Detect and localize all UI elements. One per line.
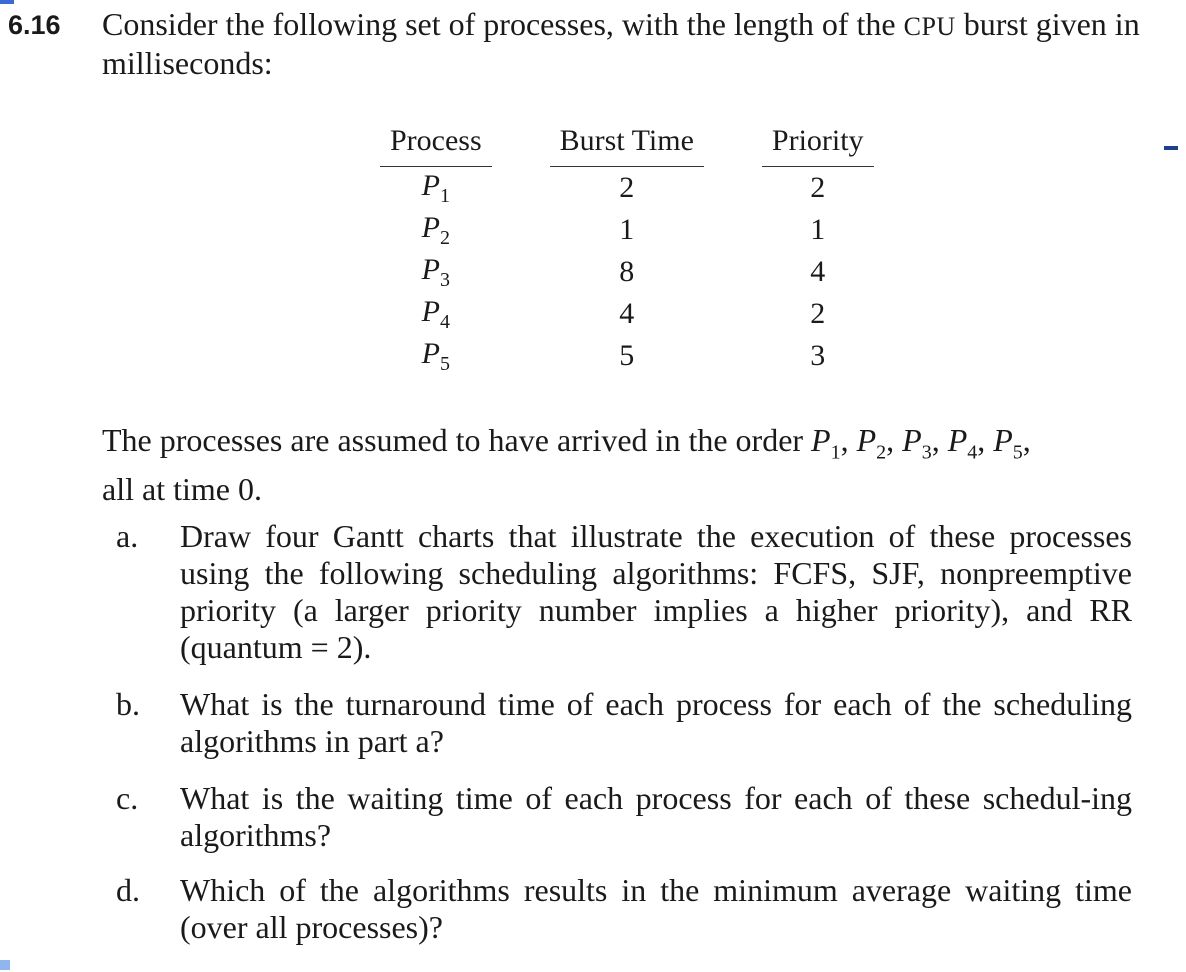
question-label: c. bbox=[116, 780, 139, 816]
question-text: Draw four Gantt charts that illustrate the execution of these processes using the following scheduling algorithms: FCFS, SJF, nonpreemptive priority (a larger priority number implies a higher priority), and RR (quantum = 2). bbox=[180, 518, 1132, 665]
col-header-priority: Priority bbox=[762, 124, 874, 167]
process-name: $P_1$ bbox=[421, 168, 450, 207]
order-p5: $P_5$ bbox=[993, 422, 1023, 464]
table-row bbox=[380, 167, 874, 209]
question-label: b. bbox=[116, 686, 140, 722]
question-text: What is the waiting time of each process for each of these schedul-ing algorithms? bbox=[180, 780, 1132, 853]
priority: 2 bbox=[810, 297, 826, 330]
priority: 4 bbox=[810, 255, 826, 288]
order-p2: $P_2$ bbox=[856, 422, 887, 464]
question-text: What is the turnaround time of each process for each of the scheduling algorithms in part a? bbox=[180, 686, 1132, 759]
page-corner-mark-bottom bbox=[0, 960, 10, 970]
page-corner-mark bbox=[0, 0, 14, 4]
burst-time: 5 bbox=[619, 339, 635, 372]
burst-time: 8 bbox=[619, 255, 635, 288]
table-row bbox=[380, 251, 874, 293]
process-name: $P_2$ bbox=[421, 210, 450, 249]
process-name: $P_3$ bbox=[421, 252, 450, 291]
process-table bbox=[380, 124, 874, 377]
burst-time: 2 bbox=[619, 171, 635, 204]
arrival-assumption: The processes are assumed to have arrived in the order $P_1$, $P_2$, $P_3$, $P_4$, $P_5$, all at time 0. bbox=[102, 422, 1031, 508]
question-label: a. bbox=[116, 518, 139, 554]
process-name: $P_4$ bbox=[421, 294, 450, 333]
table-row bbox=[380, 293, 874, 335]
priority: 3 bbox=[810, 339, 826, 372]
table-row bbox=[380, 335, 874, 377]
margin-mark bbox=[1164, 146, 1178, 150]
order-p1: $P_1$ bbox=[811, 422, 841, 464]
exercise-intro bbox=[102, 6, 1162, 82]
priority: 2 bbox=[810, 171, 826, 204]
col-header-burst-time: Burst Time bbox=[550, 124, 704, 167]
intro-text-before: Consider the following set of processes, with the length of the bbox=[102, 6, 904, 42]
col-header-process: Process bbox=[380, 124, 492, 167]
table-row bbox=[380, 209, 874, 251]
exercise-number: 6.16 bbox=[8, 10, 61, 40]
order-p4: $P_4$ bbox=[947, 422, 978, 464]
burst-time: 1 bbox=[619, 213, 635, 246]
intro-text-after: burst given in milliseconds: bbox=[102, 6, 1140, 81]
table-header-row bbox=[380, 124, 874, 167]
order-p3: $P_3$ bbox=[902, 422, 932, 464]
priority: 1 bbox=[810, 213, 826, 246]
question-text: Which of the algorithms results in the minimum average waiting time (over all processes)? bbox=[180, 872, 1132, 945]
burst-time: 4 bbox=[619, 297, 635, 330]
question-label: d. bbox=[116, 872, 140, 908]
intro-cpu: CPU bbox=[903, 12, 956, 41]
process-name: $P_5$ bbox=[421, 336, 450, 375]
